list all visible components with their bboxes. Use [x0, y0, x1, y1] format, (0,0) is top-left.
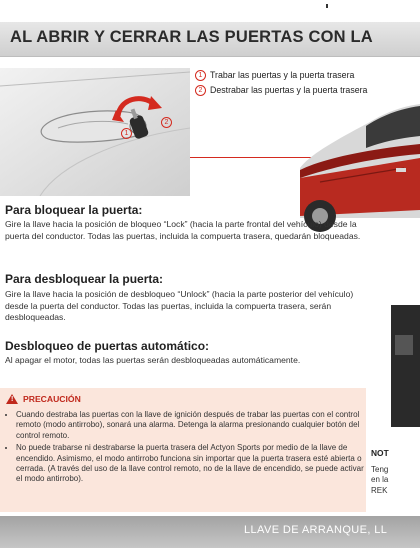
legend-number: 2	[195, 85, 206, 96]
page-title: AL ABRIR Y CERRAR LAS PUERTAS CON LA	[10, 28, 373, 46]
note-body	[371, 465, 420, 496]
caution-item: • No puede trabarse ni destrabarse la puerta trasera del Actyon Sports por medio de la llave de encendido. Asimismo, el modo antirrobo funciona sin importar que la puerta trasera esté abierta o cerrada. (A través del uso de la llave control remoto, no de la llave de encendido, se puede activar el modo antirrobo).	[16, 443, 368, 485]
footer-bar	[0, 516, 420, 548]
section-body-auto: Al apagar el motor, todas las puertas serán desbloqueadas automáticamente.	[5, 355, 301, 365]
legend-text: Destrabar las puertas y la puerta trasera	[210, 85, 368, 95]
door-handle-illustration	[0, 68, 190, 196]
legend-number: 1	[195, 70, 206, 81]
caution-heading	[6, 394, 81, 404]
section-heading-unlock: Para desbloquear la puerta:	[5, 272, 164, 286]
warning-icon: !	[6, 394, 18, 404]
note-line: REK	[371, 485, 388, 495]
page-mark	[326, 4, 328, 8]
note-heading: NOT	[371, 448, 389, 458]
caution-heading-text: PRECAUCIÓN	[23, 394, 81, 404]
section-body-unlock: Gire la llave hacia la posición de desbloqueo “Unlock” (hacia la parte posterior del vehículo) desde la puerta del conductor. Todas las puertas, incluida la compuerta trasera, serán desbloqueadas.	[5, 289, 354, 322]
note-box	[371, 441, 420, 513]
legend-text: Trabar las puertas y la puerta trasera	[210, 70, 355, 80]
legend	[195, 68, 367, 98]
section-heading-lock: Para bloquear la puerta:	[5, 203, 143, 217]
section-heading-auto: Desbloqueo de puertas automático:	[5, 339, 210, 353]
title-bar	[0, 22, 420, 57]
note-line: en la	[371, 475, 389, 485]
legend-item	[195, 68, 367, 83]
callout-2: 2	[161, 117, 172, 128]
section-body-lock: Gire la llave hacia la posición de bloqueo “Lock” (hacia la parte frontal del vehículo) desde la puerta del conductor. Todas las puertas, incluida la compuerta trasera, quedarán bloqueadas.	[5, 219, 361, 241]
caution-list	[6, 410, 368, 487]
side-photo	[391, 305, 420, 427]
note-line: Teng	[371, 465, 389, 474]
caution-item: • Cuando destraba las puertas con la llave de ignición después de trabar las puertas con el control remoto (modo antirrobo), sonará una alarma. Detenga la alarma presionando cualquier botón del control remoto.	[16, 410, 368, 441]
caution-box	[0, 388, 366, 512]
callout-1: 1	[121, 128, 132, 139]
side-photo-highlight	[395, 335, 413, 355]
legend-item	[195, 83, 367, 98]
car-illustration	[300, 98, 420, 234]
footer-text: LLAVE DE ARRANQUE, LL	[244, 524, 388, 536]
